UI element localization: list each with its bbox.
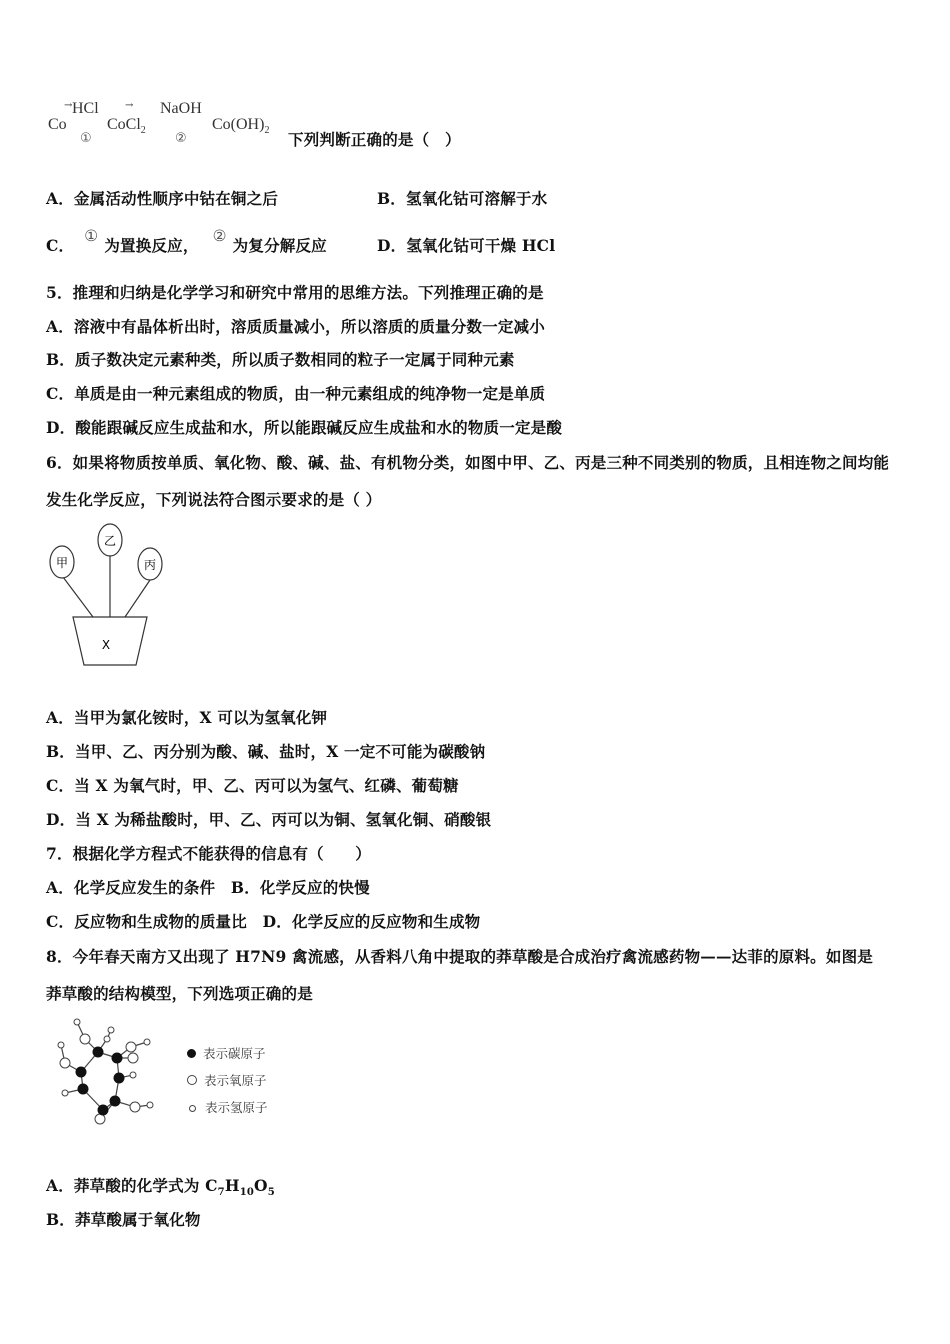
question-6-stem: 6．如果将物质按单质、氧化物、酸、碱、盐、有机物分类，如图中甲、乙、丙是三种不同类别的物质，且相连物之间均能 bbox=[46, 453, 890, 472]
question-text: 下列判断正确的是（ ） bbox=[288, 130, 461, 149]
question-8-stem: 8．今年春天南方又出现了 H7N9 禽流感，从香料八角中提取的莽草酸是合成治疗禽流感药物——达菲的原料。如图是 bbox=[46, 947, 873, 966]
q6-option-a: A．当甲为氯化铵时，X 可以为氢氧化钾 bbox=[46, 708, 328, 727]
question-5-stem: 5．推理和归纳是化学学习和研究中常用的思维方法。下列推理正确的是 bbox=[46, 283, 544, 302]
question-6-stem-cont: 发生化学反应，下列说法符合图示要求的是（ ） bbox=[46, 490, 382, 509]
option-a: A．金属活动性顺序中钴在铜之后 bbox=[46, 189, 279, 208]
arrow-icon: → bbox=[125, 100, 134, 111]
reagent-hcl: HCl bbox=[72, 100, 99, 117]
q6-option-b: B．当甲、乙、丙分别为酸、碱、盐时，X 一定不可能为碳酸钠 bbox=[46, 742, 486, 761]
molecule-model bbox=[55, 1015, 165, 1130]
step-marker-1: ① bbox=[80, 131, 92, 146]
question-7-stem: 7．根据化学方程式不能获得的信息有（ ） bbox=[46, 844, 371, 863]
molecule-legend bbox=[187, 1044, 268, 1125]
formula-co: Co bbox=[48, 116, 67, 133]
hydrogen-atom-icon bbox=[189, 1105, 196, 1112]
q6-option-c: C．当 X 为氧气时，甲、乙、丙可以为氢气、红磷、葡萄糖 bbox=[46, 776, 459, 795]
q8-option-b: B．莽草酸属于氧化物 bbox=[46, 1210, 201, 1229]
label-bing: 丙 bbox=[143, 558, 157, 572]
step-marker-2: ② bbox=[175, 131, 187, 146]
legend-oxygen: 表示氧原子 bbox=[187, 1071, 268, 1098]
q5-option-a: A．溶液中有晶体析出时，溶质质量减小，所以溶质的质量分数一定减小 bbox=[46, 317, 545, 336]
flower-pot-diagram bbox=[40, 520, 180, 670]
q7-options-ab: A．化学反应发生的条件 B．化学反应的快慢 bbox=[46, 878, 370, 897]
label-x: X bbox=[101, 638, 111, 652]
q5-option-d: D．酸能跟碱反应生成盐和水，所以能跟碱反应生成盐和水的物质一定是酸 bbox=[46, 418, 563, 437]
legend-carbon: 表示碳原子 bbox=[187, 1044, 268, 1071]
label-yi: 乙 bbox=[103, 534, 117, 548]
q5-option-c: C．单质是由一种元素组成的物质，由一种元素组成的纯净物一定是单质 bbox=[46, 384, 546, 403]
arrow-icon: → bbox=[64, 100, 73, 111]
q8-option-a: A．莽草酸的化学式为 $C_7H_{10}O_5$ bbox=[46, 1176, 275, 1199]
formula-cocl2: CoCl$_2$ bbox=[107, 116, 146, 137]
option-c: C． ① 为置换反应， ② 为复分解反应 bbox=[46, 227, 327, 255]
formula-cooh2: $Co(OH)_2$ bbox=[212, 116, 270, 137]
legend-hydrogen: 表示氢原子 bbox=[187, 1098, 268, 1125]
q5-option-b: B．质子数决定元素种类，所以质子数相同的粒子一定属于同种元素 bbox=[46, 350, 515, 369]
oxygen-atom-icon bbox=[187, 1075, 197, 1085]
question-8-stem-cont: 莽草酸的结构模型，下列选项正确的是 bbox=[46, 984, 313, 1003]
option-b: B．氢氧化钴可溶解于水 bbox=[377, 189, 548, 208]
q6-option-d: D．当 X 为稀盐酸时，甲、乙、丙可以为铜、氢氧化铜、硝酸银 bbox=[46, 810, 492, 829]
q7-options-cd: C．反应物和生成物的质量比 D．化学反应的反应物和生成物 bbox=[46, 912, 481, 931]
reagent-naoh: NaOH bbox=[160, 100, 202, 117]
option-d: D．氢氧化钴可干燥 HCl bbox=[377, 236, 556, 255]
carbon-atom-icon bbox=[187, 1049, 196, 1058]
label-jia: 甲 bbox=[55, 556, 69, 570]
